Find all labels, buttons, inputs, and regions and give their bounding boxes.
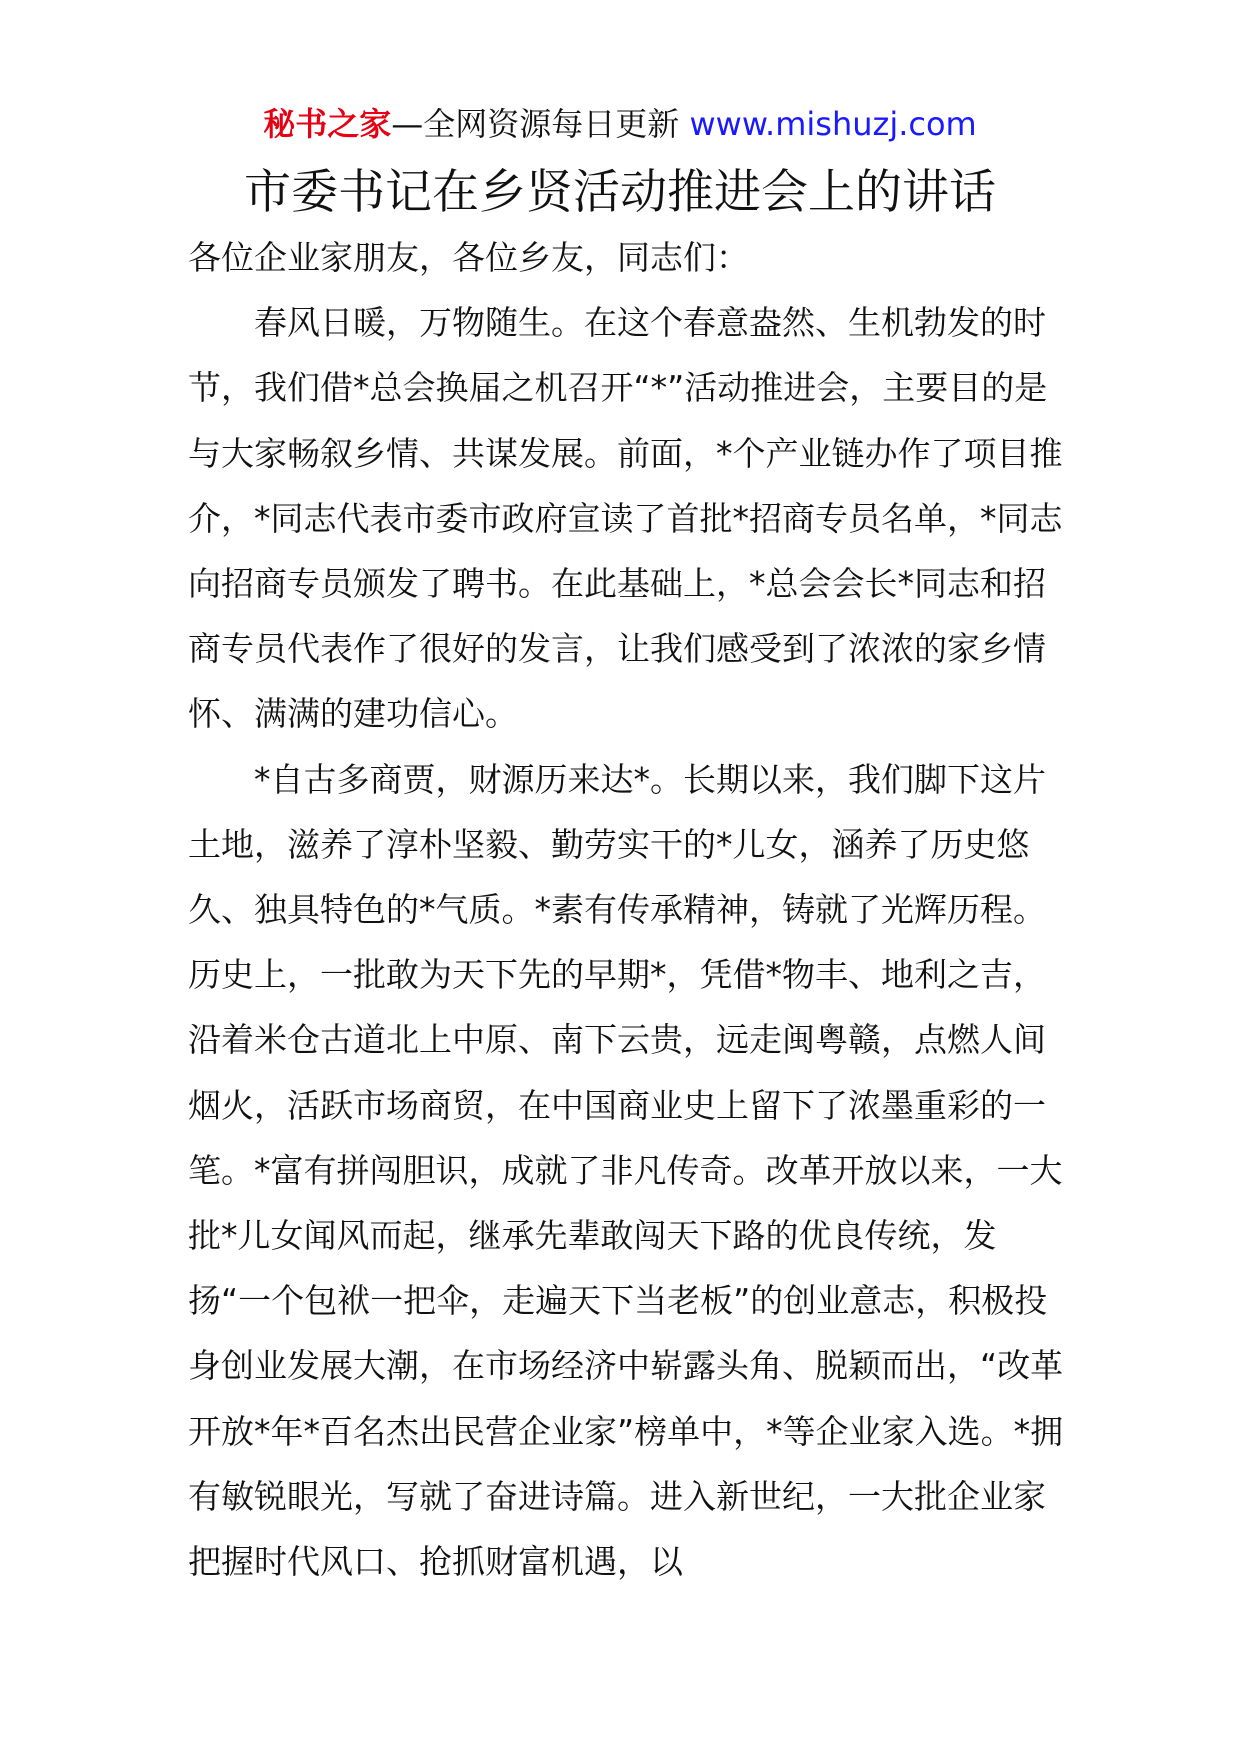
- document-body: [188, 225, 1066, 1594]
- paragraph-1: 春风日暖，万物随生。在这个春意盎然、生机勃发的时节，我们借*总会换届之机召开“*”活动推进会，主要目的是与大家畅叙乡情、共谋发展。前面，*个产业链办作了项目推介，*同志代表市委市政府宣读了首批*招商专员名单，*同志向招商专员颁发了聘书。在此基础上，*总会会长*同志和招商专员代表作了很好的发言，让我们感受到了浓浓的家乡情怀、满满的建功信心。: [188, 303, 1063, 734]
- salutation: 各位企业家朋友，各位乡友，同志们：: [188, 238, 749, 277]
- document-title: 市委书记在乡贤活动推进会上的讲话: [244, 165, 996, 220]
- site-url-link[interactable]: www.mishuzj.com: [689, 105, 977, 143]
- brand-name: 秘书之家: [263, 105, 392, 143]
- paragraph-2: *自古多商贾，财源历来达*。长期以来，我们脚下这片土地，滋养了淳朴坚毅、勤劳实干的*儿女，涵养了历史悠久、独具特色的*气质。*素有传承精神，铸就了光辉历程。历史上，一批敢为天下先的早期*，凭借*物丰、地利之吉，沿着米仓古道北上中原、南下云贵，远走闽粤赣，点燃人间烟火，活跃市场商贸，在中国商业史上留下了浓墨重彩的一笔。*富有拼闯胆识，成就了非凡传奇。改革开放以来，一大批*儿女闻风而起，继承先辈敢闯天下路的优良传统，发扬“一个包袱一把伞，走遍天下当老板”的创业意志，积极投身创业发展大潮，在市场经济中崭露头角、脱颖而出，“改革开放*年*百名杰出民营企业家”榜单中，*等企业家入选。*拥有敏锐眼光，写就了奋进诗篇。进入新世纪，一大批企业家把握时代风口、抢抓财富机遇，以: [188, 759, 1064, 1582]
- header-tagline: —全网资源每日更新: [391, 105, 690, 143]
- site-header: [0, 100, 1240, 148]
